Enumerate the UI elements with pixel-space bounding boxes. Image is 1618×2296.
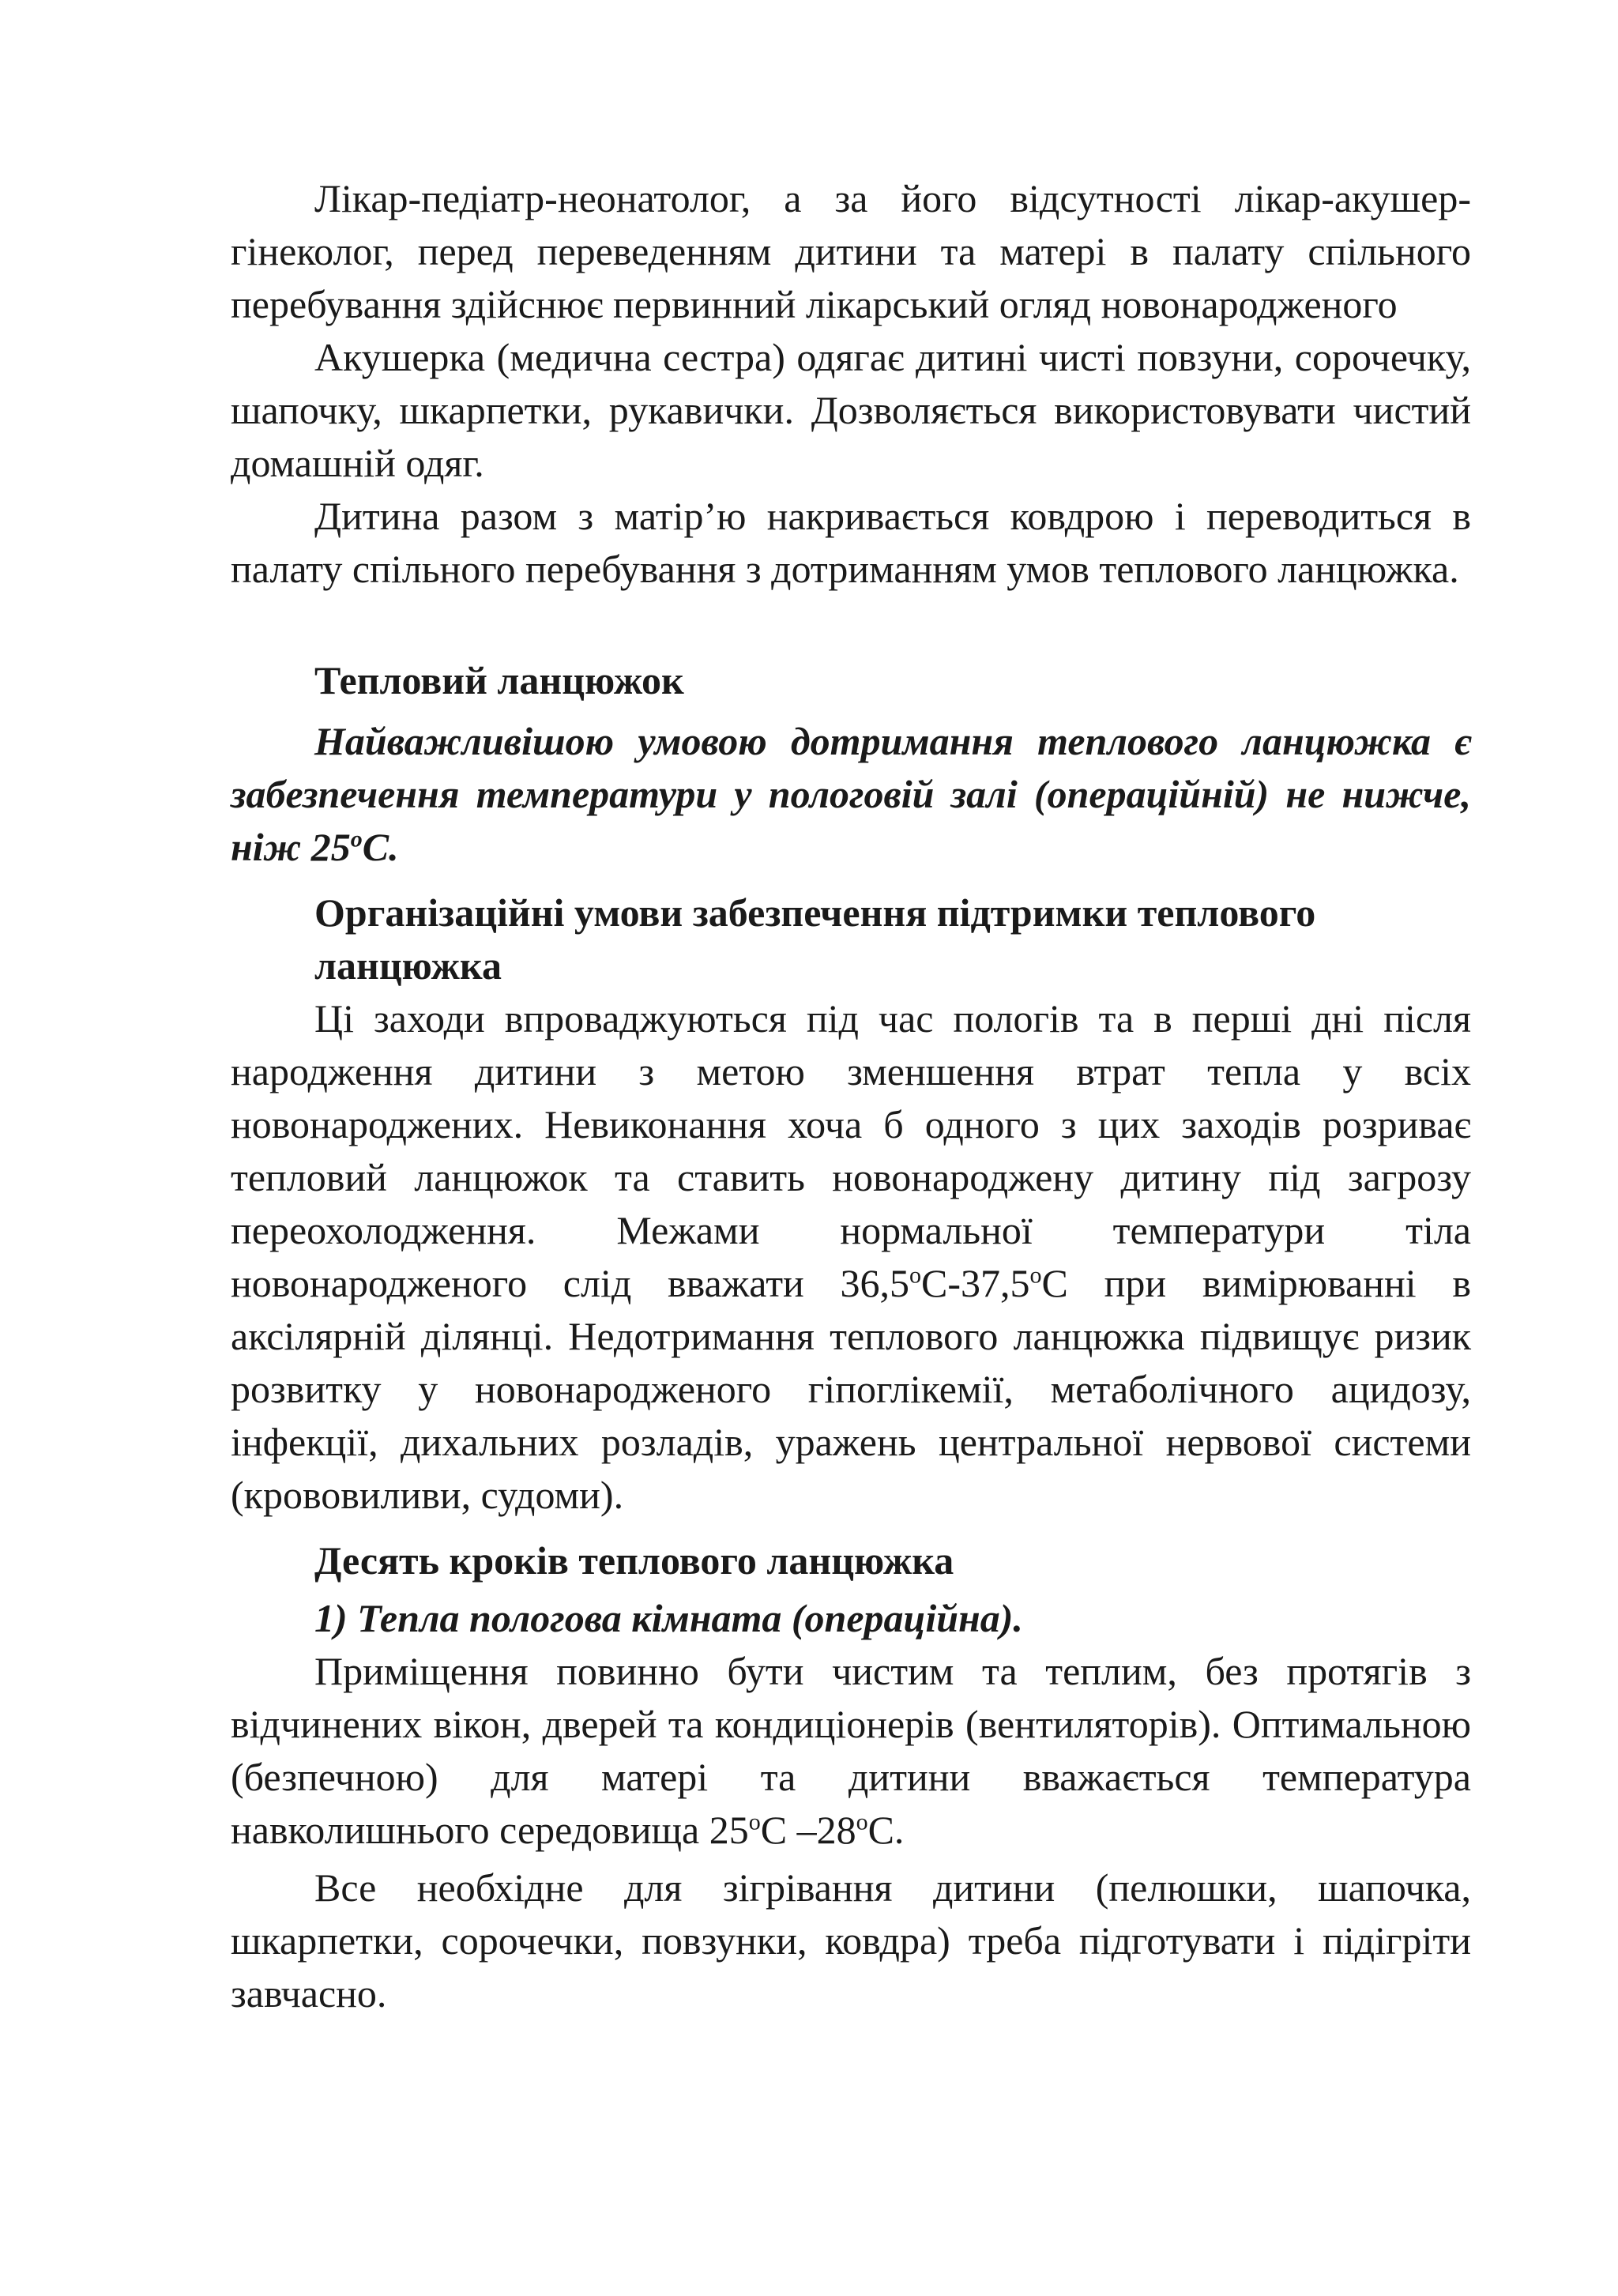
emphasis-text: Найважливішою умовою дотримання теплового ланцюжка є забезпечення температури у пологовій залі (операційній) не нижче, ніж 25 [231, 719, 1471, 869]
emphasis-end: С. [362, 825, 399, 869]
degree-superscript: о [856, 1809, 868, 1835]
emphasis-temperature-condition [231, 715, 1471, 874]
measures-text-a: Ці заходи впроваджуються під час пологів та в перші дні після народження дитини з метою зменшення втрат тепла у всіх новонароджених. Невиконання хоча б одного з цих заходів розриває тепловий ланцюжок та ставить новонароджену дитину під загрозу переохолодження. Межами нормальної температури тіла новонародженого слід вважати 36,5 [231, 996, 1471, 1305]
room-text-c: С. [867, 1808, 905, 1852]
step-1-title: 1) Тепла пологова кімната (операційна). [314, 1596, 1023, 1640]
heading-organizational-conditions: Організаційні умови забезпечення підтримки теплового ланцюжка [314, 890, 1316, 988]
paragraph-measures [231, 992, 1471, 1522]
heading-thermal-chain: Тепловий ланцюжок [314, 658, 684, 702]
paragraph-preparation: Все необхідне для зігрівання дитини (пелюшки, шапочка, шкарпетки, сорочечки, повзунки, ковдра) треба підготувати і підігріти завчасно. [231, 1865, 1471, 2016]
degree-superscript: о [909, 1262, 922, 1289]
page-text-block [231, 172, 1471, 2020]
measures-text-c: С при вимірюванні в аксілярній ділянці. Недотримання теплового ланцюжка підвищує ризик розвитку у новонародженого гіпоглікемії, метаболічного ацидозу, інфекції, дихальних розладів, уражень центральної нервової системи (крововиливи, судоми). [231, 1261, 1471, 1517]
degree-superscript: о [748, 1809, 761, 1835]
paragraph-initial-exam: Лікар-педіатр-неонатолог, а за його відсутності лікар-акушер-гінеколог, перед переведенням дитини та матері в палату спільного перебування здійснює первинний лікарський огляд новонародженого [231, 176, 1471, 326]
paragraph-transfer: Дитина разом з матір’ю накривається ковдрою і переводиться в палату спільного перебування з дотриманням умов теплового ланцюжка. [231, 494, 1471, 591]
paragraph-clothing: Акушерка (медична сестра) одягає дитині чисті повзуни, сорочечку, шапочку, шкарпетки, рукавички. Дозволяється використовувати чистий домашній одяг. [231, 335, 1471, 485]
room-text-a: Приміщення повинно бути чистим та теплим, без протягів з відчинених вікон, дверей та кондиціонерів (вентиляторів). Оптимальною (безпечною) для матері та дитини вважається температура навколишнього середовища 25 [231, 1649, 1471, 1852]
measures-text-b: С-37,5 [921, 1261, 1030, 1305]
heading-ten-steps: Десять кроків теплового ланцюжка [314, 1538, 954, 1583]
degree-superscript: о [1029, 1262, 1042, 1289]
paragraph-room-conditions [231, 1645, 1471, 1857]
room-text-b: С –28 [760, 1808, 856, 1852]
degree-superscript: о [350, 826, 363, 853]
